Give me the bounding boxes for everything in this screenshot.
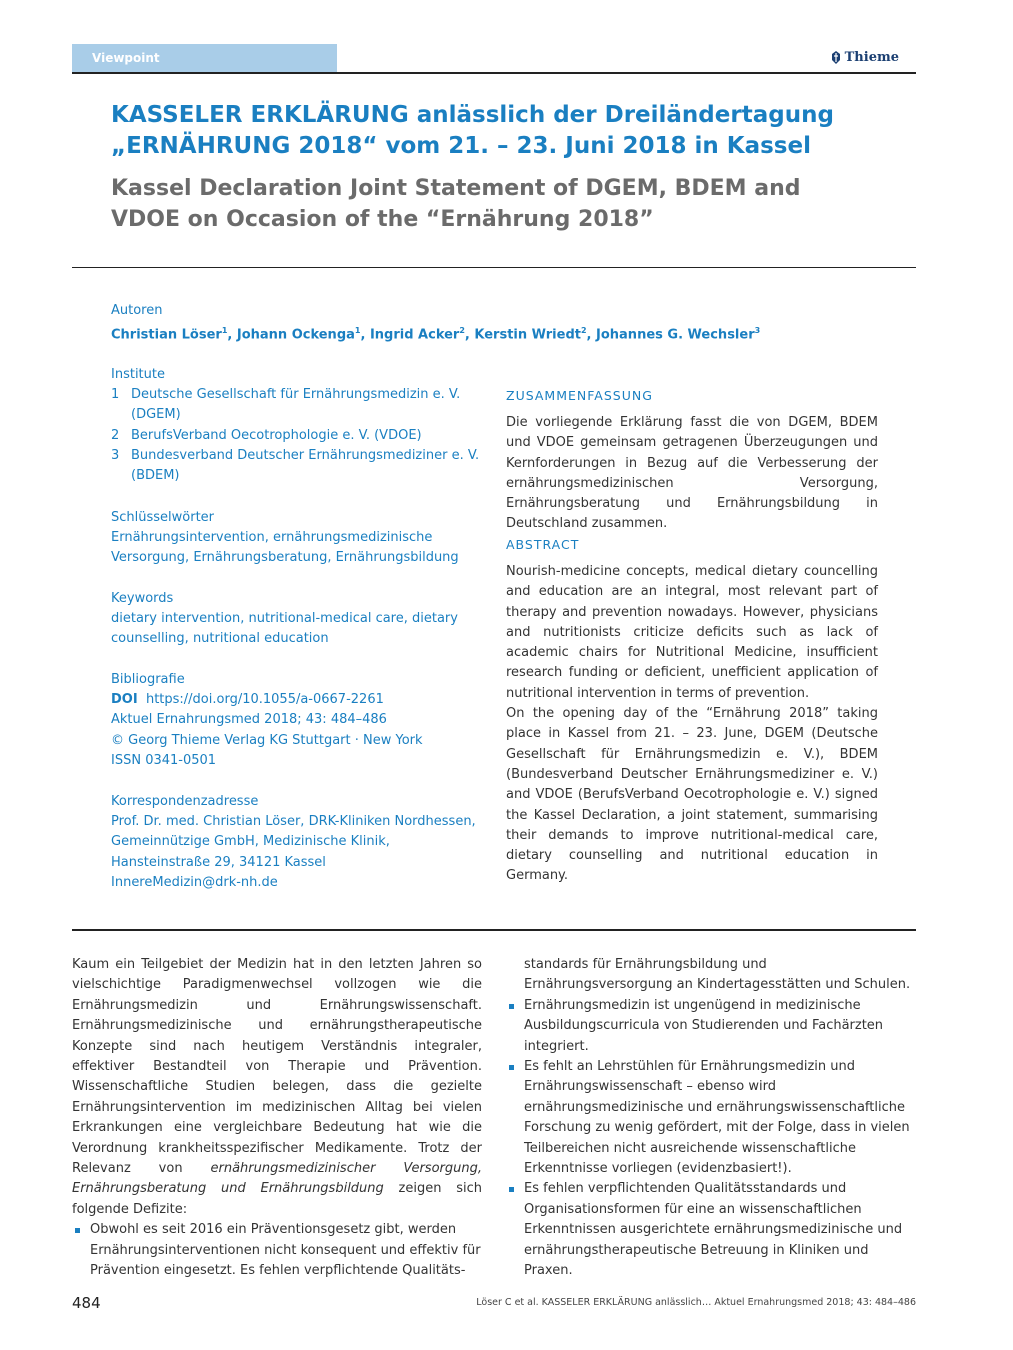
publisher-name: Thieme xyxy=(844,50,899,65)
journal-citation: Aktuel Ernahrungsmed 2018; 43: 484–486 xyxy=(111,712,387,728)
title-german: KASSELER ERKLÄRUNG anlässlich der Dreiländertagung „ERNÄHRUNG 2018“ vom 21. – 23. Juni 2018 in Kassel xyxy=(111,102,834,159)
institute-text: Deutsche Gesellschaft für Ernährungsmedizin e. V. (DGEM) xyxy=(131,387,461,423)
copyright-line: © Georg Thieme Verlag KG Stuttgart · New York xyxy=(111,732,423,748)
author-affiliation: 1 xyxy=(354,326,361,335)
institutes-label: Institute xyxy=(111,367,165,382)
bullet-icon xyxy=(509,1187,514,1192)
author-list: Christian Löser$^1$, Johann Ockenga$^1$, Ingrid Acker$^2$, Kerstin Wriedt$^2$, Johannes G. Wechsler$^3$ xyxy=(111,326,761,343)
author-name: Johannes G. Wechsler xyxy=(596,327,755,343)
institute-text: Bundesverband Deutscher Ernährungsmediziner e. V. (BDEM) xyxy=(131,447,480,484)
author-name: Johann Ockenga xyxy=(236,327,355,343)
author-affiliation: 3 xyxy=(754,326,761,335)
body-emphasis: ernährungsmedizinischer Versorgung, Ernährungsberatung und Ernährungsbildung xyxy=(72,1161,482,1197)
publisher-logo xyxy=(831,50,899,65)
list-item-text: Obwohl es seit 2016 ein Präventionsgesetz gibt, werden Ernährungsinterventionen nicht konsequent und effektiv für Prävention eingesetzt. Es fehlen verpflichtende Qualitäts- xyxy=(90,1222,481,1279)
zusammenfassung-heading: ZUSAMMENFASSUNG xyxy=(506,388,653,403)
list-item-text: Es fehlt an Lehrstühlen für Ernährungsmedizin und Ernährungswissenschaft – ebenso wird ernährungsmedizinische und ernährungswissenschaftliche Forschung zu wenig gefördert, mit der Folge, dass in vielen Teilbereichen nicht ausreichende wissenschaftliche Erkenntnisse vorliegen (evidenzbasiert!). xyxy=(524,1059,910,1177)
footer-citation: Löser C et al. KASSELER ERKLÄRUNG anlässlich… Aktuel Ernahrungsmed 2018; 43: 484–486 xyxy=(476,1297,916,1308)
page-number: 484 xyxy=(72,1294,101,1312)
issn-line: ISSN 0341-0501 xyxy=(111,752,217,768)
body-text: Kaum ein Teilgebiet der Medizin hat in den letzten Jahren so vielschichtige Paradigmenwechsel vollzogen wie die Ernährungsmedizin und Ernährungswissenschaft. Ernährungsmedizinische und ernährungstherapeutische Konzepte sind nach heutigem Verständnis integraler, effektiver Bestandteil von Therapie und Prävention. Wissenschaftliche Studien belegen, dass die gezielte Ernährungsintervention im medizinischen Alltag bei vielen Erkrankungen eine vergleichbare Bedeutung hat wie die Verordnung krankheitsspezifischer Medikamente. Trotz der Relevanz von xyxy=(72,957,482,1177)
bullet-icon xyxy=(509,1065,514,1070)
institute-item xyxy=(111,426,481,446)
institute-text: BerufsVerband Oecotrophologie e. V. (VDOE) xyxy=(131,427,422,443)
schluesselwoerter-label: Schlüsselwörter xyxy=(111,510,215,525)
schluesselwoerter-block xyxy=(111,508,471,569)
title-rule xyxy=(72,267,916,268)
institutes-block xyxy=(111,365,481,486)
header-rule xyxy=(72,72,916,74)
author-name: Kerstin Wriedt xyxy=(474,327,581,343)
title-english: Kassel Declaration Joint Statement of DGEM, BDEM and VDOE on Occasion of the “Ernährung 2018” xyxy=(111,176,801,232)
institute-number: 3 xyxy=(111,447,120,463)
zusammenfassung-text: Die vorliegende Erklärung fasst die von DGEM, BDEM und VDOE gemeinsam getragenen Überzeugungen und Kernforderungen in Bezug auf die Verbesserung der ernährungsmedizinischen Versorgung, Ernährungsberatung und Ernährungsbildung in Deutschland zusammen. xyxy=(506,415,878,532)
abstract-paragraph: Nourish-medicine concepts, medical dietary councelling and education are an integral, most relevant part of therapy and prevention nowadays. However, physicians and nutritionists criticize deficits such as lack of academic chairs for Nutritional Medicine, insufficient research funding or deficient, unefficient application of nutritional intervention in terms of prevention. xyxy=(506,564,878,701)
author-affiliation: 2 xyxy=(580,326,587,335)
author-name: Christian Löser xyxy=(111,327,222,343)
body-column-right xyxy=(506,955,916,1282)
list-item-text: Ernährungsmedizin ist ungenügend in medizinische Ausbildungscurricula von Studierenden und Fachärzten integriert. xyxy=(524,997,884,1054)
korrespondenz-block xyxy=(111,792,486,893)
doi-link[interactable]: https://doi.org/10.1055/a-0667-2261 xyxy=(145,692,384,707)
institute-item xyxy=(111,446,481,487)
korrespondenz-address: Prof. Dr. med. Christian Löser, DRK-Kliniken Nordhessen, Gemeinnützige GmbH, Medizinische Klinik, Hansteinstraße 29, 34121 Kassel xyxy=(111,814,476,870)
authors-block xyxy=(111,301,761,345)
keywords-text: dietary intervention, nutritional-medical care, dietary counselling, nutritional education xyxy=(111,611,458,647)
body-column-left xyxy=(72,955,482,1282)
author-affiliation: 2 xyxy=(459,326,465,335)
email-link[interactable]: InnereMedizin@drk-nh.de xyxy=(111,874,278,890)
body-rule xyxy=(72,929,916,931)
list-item xyxy=(506,1057,916,1179)
author-affiliation: 1 xyxy=(221,326,228,335)
korrespondenz-label: Korrespondenzadresse xyxy=(111,794,259,809)
list-item-continuation: standards für Ernährungsbildung und Ernährungsversorgung an Kindertagesstätten und Schulen. xyxy=(524,957,911,993)
bullet-icon xyxy=(509,1004,514,1009)
bibliografie-label: Bibliografie xyxy=(111,672,185,687)
list-item xyxy=(72,1220,482,1281)
body-paragraph xyxy=(72,955,482,1220)
deficit-list xyxy=(72,1220,482,1281)
zusammenfassung-block xyxy=(506,387,878,535)
authors-label: Autoren xyxy=(111,303,163,318)
section-tag: Viewpoint xyxy=(72,44,337,72)
deficit-list xyxy=(506,996,916,1282)
institute-number: 2 xyxy=(111,427,120,443)
keywords-block xyxy=(111,589,471,650)
institute-number: 1 xyxy=(111,387,120,402)
doi-label: DOI xyxy=(111,692,138,707)
list-item xyxy=(506,1179,916,1281)
author-name: Ingrid Acker xyxy=(369,327,460,343)
keywords-label: Keywords xyxy=(111,591,174,606)
institute-item xyxy=(111,385,481,426)
doi-line xyxy=(111,690,491,710)
abstract-paragraph: On the opening day of the “Ernährung 2018” taking place in Kassel from 21. – 23. June, DGEM (Deutsche Gesellschaft für Ernährungsmedizin e. V.), BDEM (Bundesverband Deutscher Ernährungsmediziner e. V.) and VDOE (BerufsVerband Oecotrophologie e. V.) signed the Kassel Declaration, a joint statement, summarising their demands to improve nutritional-medical care, dietary counselling and nutritional education in Germany. xyxy=(506,706,878,884)
thieme-logo-icon xyxy=(831,51,841,64)
abstract-heading: ABSTRACT xyxy=(506,537,580,552)
bullet-icon xyxy=(75,1228,80,1233)
bibliografie-block xyxy=(111,670,491,771)
list-item xyxy=(506,996,916,1057)
schluesselwoerter-text: Ernährungsintervention, ernährungsmedizinische Versorgung, Ernährungsberatung, Ernährungsbildung xyxy=(111,530,459,566)
list-item-text: Es fehlen verpflichtenden Qualitätsstandards und Organisationsformen für eine an wissenschaftlichen Erkenntnissen ausgerichtete ernährungsmedizinische und ernährungstherapeutische Betreuung in Kliniken und Praxen. xyxy=(524,1181,903,1279)
body-text: zeigen sich folgende Defizite: xyxy=(72,1181,482,1217)
abstract-block xyxy=(506,536,878,887)
